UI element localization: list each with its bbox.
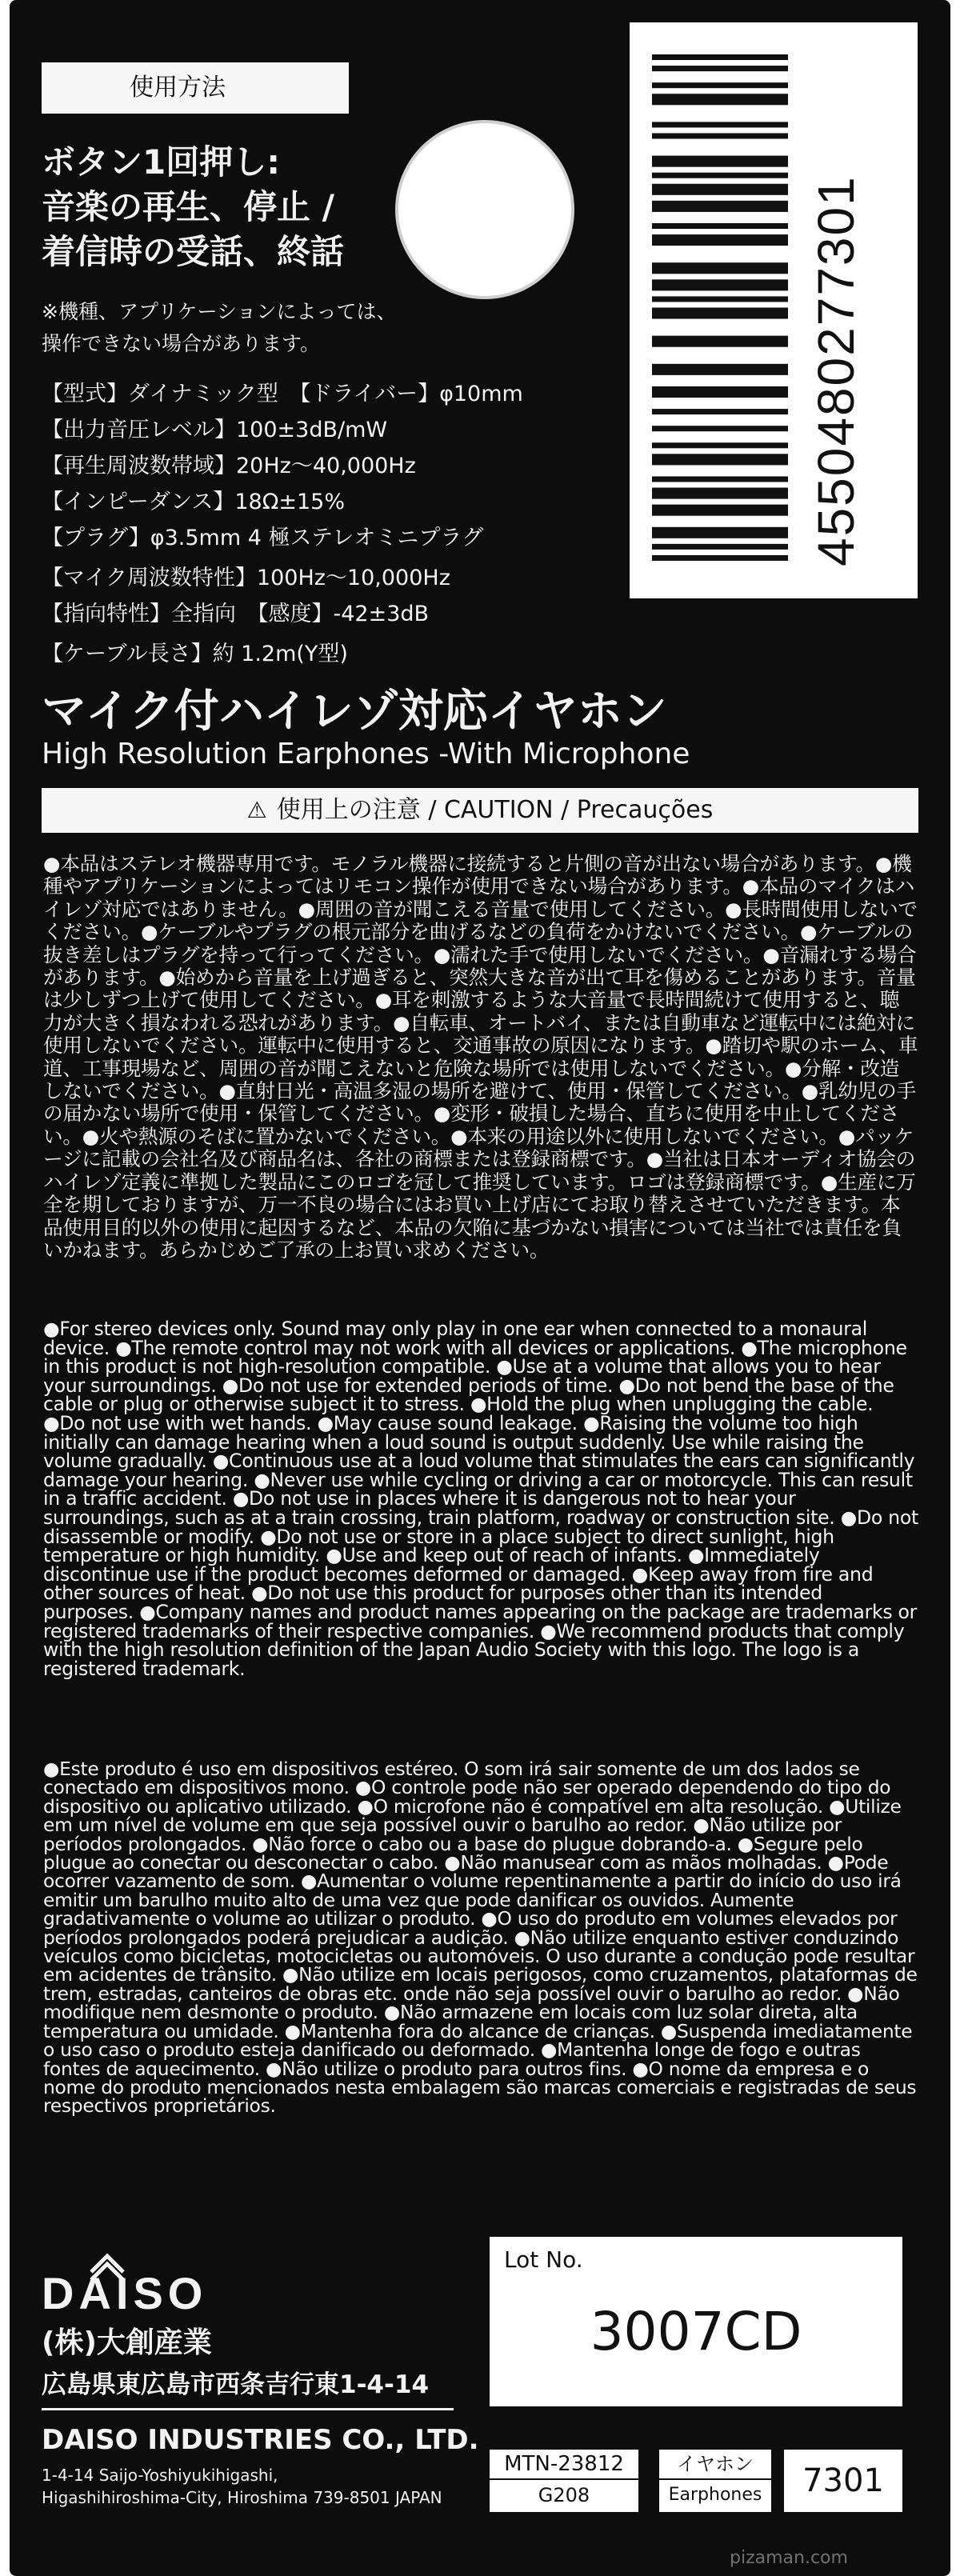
barcode-bar — [652, 364, 788, 375]
barcode-bar — [652, 386, 788, 398]
barcode-bar — [652, 505, 788, 516]
model-number-box — [490, 2450, 638, 2512]
model-number: MTN-23812 — [490, 2450, 638, 2480]
category-english: Earphones — [668, 2485, 762, 2505]
lot-number-box — [490, 2237, 902, 2406]
spec-directivity: 【指向特性】全指向 【感度】-42±3dB — [42, 602, 430, 626]
divider — [42, 2408, 454, 2410]
spec-frequency: 【再生周波数帯域】20Hz〜40,000Hz — [42, 454, 416, 478]
category-box — [659, 2450, 771, 2512]
barcode-bar — [652, 307, 788, 318]
barcode-bar — [652, 122, 788, 127]
barcode-bar — [652, 296, 788, 302]
barcode-bar — [652, 527, 788, 538]
barcode-bar — [652, 454, 788, 465]
product-title: マイク付ハイレゾ対応イヤホン — [42, 686, 667, 738]
barcode-bar — [652, 133, 788, 138]
barcode-bar — [652, 184, 788, 195]
button-instruction-heading: ボタン1回押し: 音楽の再生、停止 / 着信時の受話、終話 — [42, 142, 345, 271]
barcode-bar — [652, 94, 788, 105]
barcode-bar — [652, 156, 788, 167]
company-address-english: 1-4-14 Saijo-Yoshiyukihigashi, Higashihiroshima-City, Hiroshima 739-8501 JAPAN — [42, 2466, 442, 2507]
spec-plug: 【プラグ】φ3.5mm 4 極ステレオミニプラグ — [42, 526, 484, 550]
barcode-bar — [652, 262, 788, 274]
barcode-bar — [652, 409, 788, 414]
hang-hole — [395, 120, 574, 299]
watermark: pizaman.com — [730, 2548, 848, 2568]
company-name-japanese: (株)大創産業 — [42, 2326, 212, 2359]
barcode-bar — [652, 54, 788, 60]
caution-title: 使用上の注意 / CAUTION / Precauções — [276, 796, 714, 824]
barcode-bar — [652, 66, 788, 71]
item-code: 7301 — [784, 2450, 902, 2512]
lot-number-label: Lot No. — [504, 2246, 583, 2273]
company-name-english: DAISO INDUSTRIES CO., LTD. — [42, 2424, 479, 2456]
usage-label: 使用方法 — [42, 62, 349, 114]
category-japanese: イヤホン — [659, 2450, 771, 2480]
daiso-logo-text: DAISO — [42, 2268, 208, 2312]
company-address-japanese: 広島県東広島市西条吉行東1-4-14 — [42, 2370, 430, 2399]
caution-text-portuguese: ●Este produto é uso em dispositivos estéreo. O som irá sair somente de um dos lados se conectado em dispositivos mono. ●O controle pode não ser operado dependendo do tipo do dispositivo ou aplicativo utilizado. ●O microfone não é compatível em alta resolução. ●Utilize em um nível de volume em que seja possível ouvir o barulho ao redor. ●Não utilize por períodos prolongados. ●Não force o cabo ou a base do plugue dobrando-a. ●Segure pelo plugue ao conectar ou desconectar o cabo. ●Não manusear com as mãos molhadas. ●Pode ocorrer vazamento de som. ●Aumentar o volume repentinamente a partir do início do uso irá emitir um barulho muito alto de uma vez que pode danificar os ouvidos. Aumente gradativamente o volume ao utilizar o produto. ●O uso do produto em volumes elevados por períodos prolongados poderá prejudicar a audição. ●Não utilize enquanto estiver conduzindo veículos como bicicletas, motocicletas ou automóveis. O uso durante a condução pode resultar em acidentes de trânsito. ●Não utilize em locais perigosos, como cruzamentos, plataformas de trem, estradas, canteiros de obras etc. onde não seja possível ouvir o barulho ao redor. ●Não modifique nem desmonte o produto. ●Não armazene em locais com luz solar direta, alta temperatura ou umidade. ●Mantenha fora do alcance de crianças. ●Suspenda imediatamente o uso caso o produto esteja danificado ou deformado. ●Mantenha longe de fogo e outras fontes de aquecimento. ●Não utilize o produto para outros fins. ●O nome da empresa e o nome do produto mencionados nesta embalagem são marcas comerciais e registradas de seus respectivos proprietários. — [43, 1760, 918, 2118]
package-back — [10, 0, 950, 2576]
model-subcode: G208 — [538, 2484, 590, 2506]
barcode-number-text: 4550480277301 — [807, 175, 865, 566]
daiso-logo — [42, 2240, 250, 2312]
caution-header — [42, 788, 918, 833]
barcode — [630, 22, 918, 598]
spec-type-driver: 【型式】ダイナミック型 【ドライバー】φ10mm — [42, 382, 523, 406]
spec-impedance: 【インピーダンス】18Ω±15% — [42, 490, 346, 514]
barcode-bar — [652, 488, 788, 499]
barcode-number — [798, 54, 894, 574]
product-subtitle: High Resolution Earphones -With Microphone — [42, 738, 690, 770]
barcode-bar — [652, 426, 788, 431]
barcode-bar — [652, 279, 788, 290]
spec-sensitivity: 【出力音圧レベル】100±3dB/mW — [42, 418, 388, 442]
barcode-bar — [652, 234, 788, 246]
barcode-bar — [652, 201, 788, 212]
barcode-bar — [652, 82, 788, 88]
barcode-bars — [652, 54, 796, 574]
barcode-bar — [652, 544, 788, 550]
caution-text-japanese: ●本品はステレオ機器専用です。モノラル機器に接続すると片側の音が出ない場合があります。●機種やアプリケーションによってはリモコン操作が使用できない場合があります。●本品のマイクはハイレゾ対応ではありません。●周囲の音が聞こえる音量で使用してください。●長時間使用しないでください。●ケーブルやプラグの根元部分を曲げるなどの負荷をかけないでください。●ケーブルの抜き差しはプラグを持って行ってください。●濡れた手で使用しないでください。●音漏れする場合があります。●始めから音量を上げ過ぎると、突然大きな音が出て耳を傷めることがあります。音量は少しずつ上げて使用してください。●耳を刺激するような大音量で長時間続けて使用すると、聴力が大きく損なわれる恐れがあります。●自転車、オートバイ、または自動車など運転中には絶対に使用しないでください。運転中に使用すると、交通事故の原因になります。●踏切や駅のホーム、車道、工事現場など、周囲の音が聞こえないと危険な場所では使用しないでください。●分解・改造しないでください。●直射日光・高温多湿の場所を避けて、使用・保管してください。●乳幼児の手の届かない場所で使用・保管してください。●変形・破損した場合、直ちに使用を中止してください。●火や熱源のそばに置かないでください。●本来の用途以外に使用しないでください。●パッケージに記載の会社名及び商品名は、各社の商標または登録商標です。●当社は日本オーディオ協会のハイレゾ定義に準拠した製品にこのロゴを冠して推奨しています。ロゴは登録商標です。●生産に万全を期しておりますが、万一不良の場合にはお買い上げ店にてお取り替えさせていただきます。本品使用目的以外の使用に起因するなど、本品の欠陥に基づかない損害については当社では責任を負いかねます。あらかじめご了承の上お買い求めください。 — [43, 853, 918, 1262]
barcode-bar — [652, 555, 788, 561]
barcode-bar — [652, 336, 788, 347]
barcode-bar — [652, 223, 788, 229]
spec-mic-frequency: 【マイク周波数特性】100Hz〜10,000Hz — [42, 566, 450, 590]
lot-number-value: 3007CD — [590, 2301, 802, 2362]
warning-triangle-icon: ⚠ — [246, 797, 267, 823]
barcode-bar — [652, 476, 788, 482]
barcode-bar — [652, 173, 788, 178]
spec-cable-length: 【ケーブル長さ】約 1.2m(Y型) — [42, 642, 348, 666]
caution-text-english: ●For stereo devices only. Sound may only play in one ear when connected to a monaural device. ●The remote control may not work with all devices or applications. ●The microphone in this product is not high-resolution compatible. ●Use at a volume that allows you to hear your surroundings. ●Do not use for extended periods of time. ●Do not bend the base of the cable or plug or otherwise subject it to stress. ●Hold the plug when unplugging the cable. ●Do not use with wet hands. ●May cause sound leakage. ●Raising the volume too high initially can damage hearing when a loud sound is output suddenly. Use while raising the volume gradually. ●Continuous use at a loud volume that stimulates the ears can significantly damage your hearing. ●Never use while cycling or driving a car or motorcycle. This can result in a traffic accident. ●Do not use in places where it is dangerous not to hear your surroundings, such as at a train crossing, train platform, roadway or construction site. ●Do not disassemble or modify. ●Do not use or store in a place subject to direct sunlight, high temperature or high humidity. ●Use and keep out of reach of infants. ●Immediately discontinue use if the product becomes deformed or damaged. ●Keep away from fire and other sources of heat. ●Do not use this product for purposes other than its intended purposes. ●Company names and product names appearing on the package are trademarks or registered trademarks of their respective companies. ●We recommend products that comply with the high resolution definition of the Japan Audio Society with this logo. The logo is a registered trademark. — [43, 1320, 918, 1680]
button-instruction-note: ※機種、アプリケーションによっては、 操作できない場合があります。 — [42, 300, 397, 355]
barcode-bar — [652, 442, 788, 448]
